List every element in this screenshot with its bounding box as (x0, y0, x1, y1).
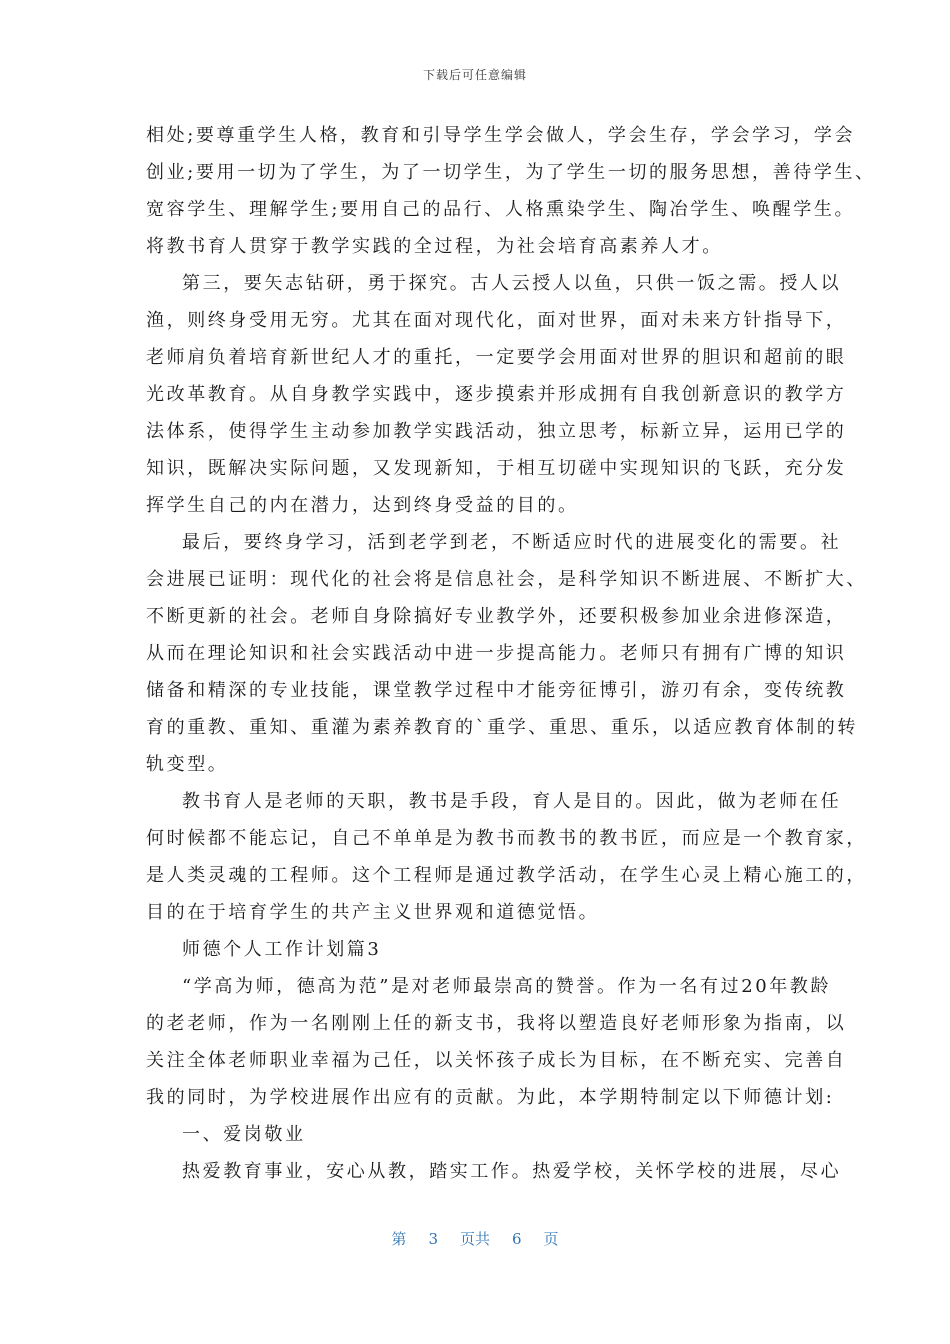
text-line: 渔，则终身受用无穷。尤其在面对现代化，面对世界，面对未来方针指导下， (146, 310, 847, 331)
footer-page-number: 3 (428, 1230, 438, 1248)
text-line: 一、爱岗敬业 (182, 1124, 306, 1145)
text-line: 我的同时，为学校进展作出应有的贡献。为此，本学期特制定以下师德计划: (146, 1087, 835, 1108)
text-line: 不断更新的社会。老师自身除搞好专业教学外，还要积极参加业余进修深造， (146, 606, 847, 627)
text-line: 何时候都不能忘记，自己不单单是为教书而教书的教书匠，而应是一个教育家， (146, 828, 867, 849)
text-line: 创业;要用一切为了学生，为了一切学生，为了学生一切的服务思想，善待学生、 (146, 162, 876, 183)
text-line: 相处;要尊重学生人格，教育和引导学生学会做人，学会生存，学会学习，学会 (146, 125, 856, 146)
text-line: 师德个人工作计划篇3 (182, 939, 382, 960)
text-line: “学高为师，德高为范”是对老师最崇高的赞誉。作为一名有过20年教龄 (182, 976, 832, 997)
text-line: 将教书育人贯穿于教学实践的全过程，为社会培育高素养人才。 (146, 236, 723, 257)
text-line: 轨变型。 (146, 754, 229, 775)
footer-total-pages: 6 (512, 1230, 522, 1248)
page-header: 下载后可任意编辑 (422, 68, 527, 82)
footer-middle: 页共 (459, 1230, 490, 1248)
text-line: 知识，既解决实际问题，又发现新知，于相互切磋中实现知识的飞跃，充分发 (146, 458, 847, 479)
text-line: 育的重教、重知、重灌为素养教育的`重学、重思、重乐，以适应教育体制的转 (146, 717, 858, 738)
text-line: 目的在于培育学生的共产主义世界观和道德觉悟。 (146, 902, 600, 923)
text-line: 宽容学生、理解学生;要用自己的品行、人格熏染学生、陶冶学生、唤醒学生。 (146, 199, 856, 220)
page-footer (0, 1228, 950, 1249)
text-line: 是人类灵魂的工程师。这个工程师是通过教学活动，在学生心灵上精心施工的， (146, 865, 867, 886)
footer-prefix: 第 (391, 1230, 407, 1248)
document-body (146, 117, 876, 1190)
text-line: 第三，要矢志钻研，勇于探究。古人云授人以鱼，只供一饭之需。授人以 (182, 273, 842, 294)
text-line: 法体系，使得学生主动参加教学实践活动，独立思考，标新立异，运用已学的 (146, 421, 847, 442)
text-line: 关注全体老师职业幸福为己任，以关怀孩子成长为目标，在不断充实、完善自 (146, 1050, 847, 1071)
text-line: 热爱教育事业，安心从教，踏实工作。热爱学校，关怀学校的进展，尽心 (182, 1161, 842, 1182)
text-line: 挥学生自己的内在潜力，达到终身受益的目的。 (146, 495, 579, 516)
text-line: 光改革教育。从自身教学实践中，逐步摸索并形成拥有自我创新意识的教学方 (146, 384, 847, 405)
text-line: 储备和精深的专业技能，课堂教学过程中才能旁征博引，游刃有余，变传统教 (146, 680, 847, 701)
text-line: 教书育人是老师的天职，教书是手段，育人是目的。因此，做为老师在任 (182, 791, 842, 812)
footer-suffix: 页 (543, 1230, 559, 1248)
text-line: 老师肩负着培育新世纪人才的重托，一定要学会用面对世界的胆识和超前的眼 (146, 347, 847, 368)
text-line: 最后，要终身学习，活到老学到老，不断适应时代的进展变化的需要。社 (182, 532, 842, 553)
text-line: 的老老师，作为一名刚刚上任的新支书，我将以塑造良好老师形象为指南，以 (146, 1013, 847, 1034)
text-line: 从而在理论知识和社会实践活动中进一步提高能力。老师只有拥有广博的知识 (146, 643, 847, 664)
text-line: 会进展已证明：现代化的社会将是信息社会，是科学知识不断进展、不断扩大、 (146, 569, 867, 590)
